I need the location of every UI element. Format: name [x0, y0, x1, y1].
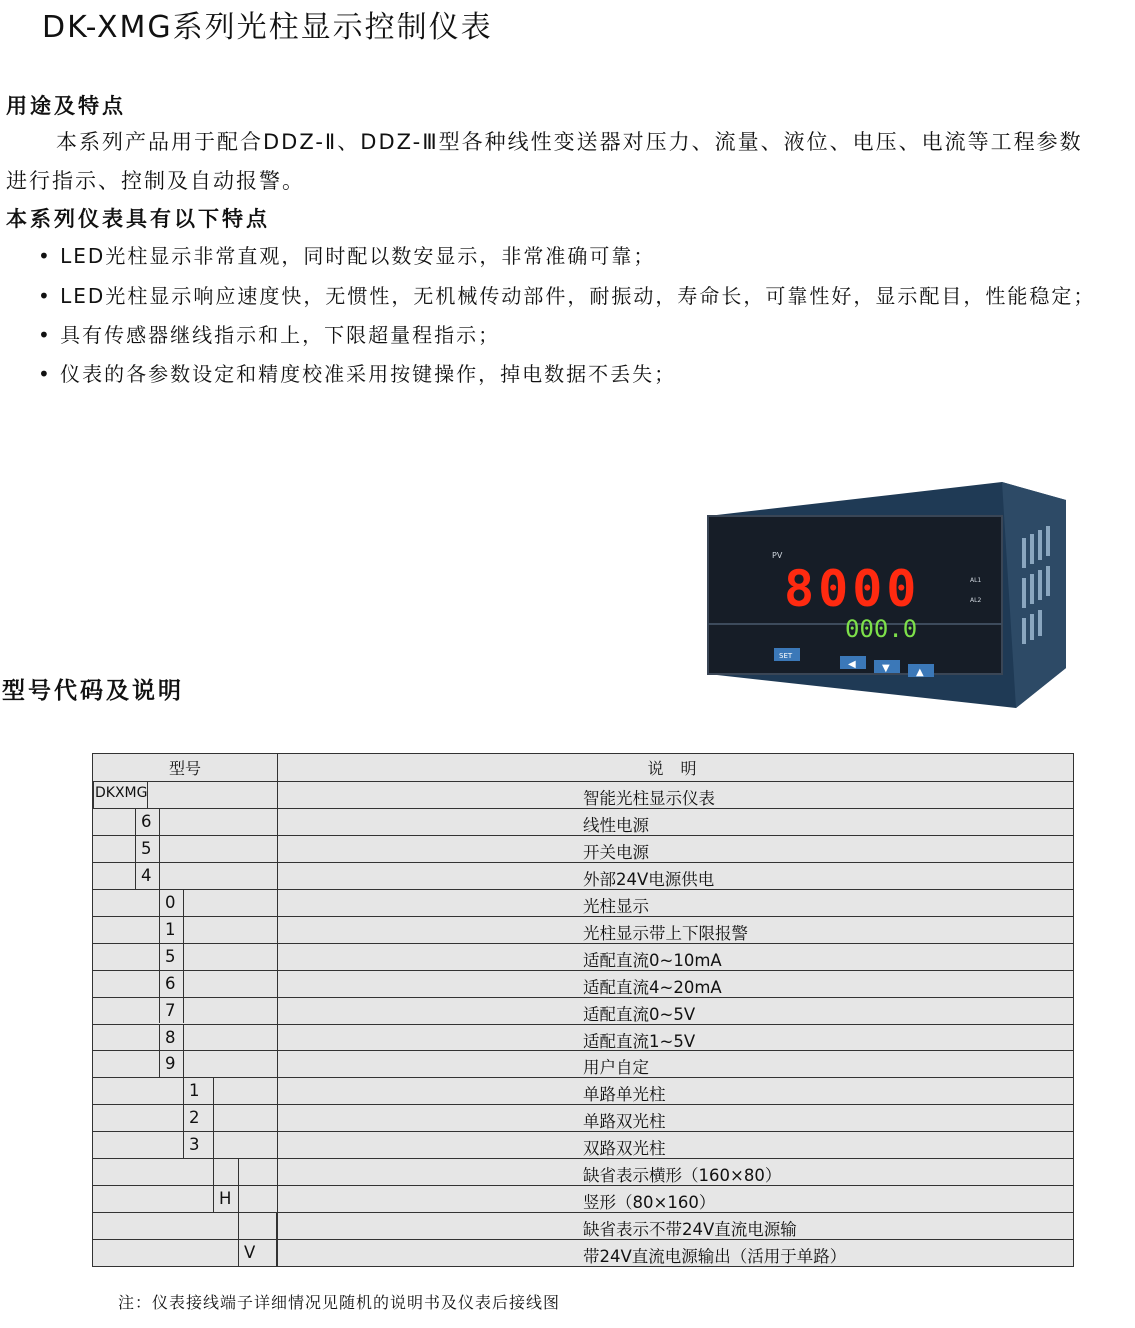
feature-item: • 仪表的各参数设定和精度校准采用按键操作，掉电数据不丢失；: [38, 362, 677, 386]
model-heading: 型号代码及说明: [2, 678, 184, 704]
model-description: 缺省表示横形（160×80）: [583, 1166, 782, 1186]
model-description: 线性电源: [583, 815, 649, 835]
model-description: 适配直流0~5V: [583, 1004, 696, 1024]
usage-text-line1: 本系列产品用于配合DDZ-Ⅱ、DDZ-Ⅲ型各种线性变送器对压力、流量、液位、电压、电流等工程参数: [56, 130, 1083, 154]
model-description: 缺省表示不带24V直流电源输: [583, 1220, 797, 1240]
model-code-cell: DKXMG: [95, 785, 148, 801]
model-code-table: [92, 753, 1074, 1267]
model-code-cell: V: [244, 1243, 256, 1263]
table-header-model: 型号: [168, 759, 201, 778]
model-description: 竖形（80×160）: [583, 1193, 716, 1213]
model-code-cell: 2: [189, 1108, 200, 1128]
pv-label: PV: [772, 551, 783, 560]
set-button-label: SET: [779, 652, 793, 660]
al1-label: AL1: [970, 577, 982, 584]
model-description: 适配直流1~5V: [583, 1031, 696, 1051]
model-description: 单路双光柱: [583, 1112, 666, 1132]
model-code-cell: 1: [165, 919, 176, 939]
model-description: 双路双光柱: [583, 1139, 666, 1159]
main-display: 8000: [784, 560, 921, 618]
page-title: DK-XMG系列光柱显示控制仪表: [42, 10, 493, 45]
model-code-cell: 7: [165, 1000, 176, 1020]
up-arrow-icon: ▲: [916, 667, 924, 678]
model-code-cell: 5: [141, 838, 152, 858]
feature-item: • 具有传感器继线指示和上，下限超量程指示；: [38, 323, 501, 347]
model-description: 外部24V电源供电: [583, 869, 715, 889]
down-arrow-icon: ▼: [882, 663, 890, 674]
model-code-cell: 5: [165, 946, 176, 966]
model-code-cell: H: [219, 1189, 232, 1209]
model-description: 智能光柱显示仪表: [583, 789, 715, 808]
instrument-photo: [702, 478, 1068, 710]
model-description: 适配直流0~10mA: [583, 950, 722, 970]
model-code-cell: 3: [189, 1135, 200, 1155]
usage-heading: 用途及特点: [6, 94, 126, 118]
feature-item: • LED光柱显示非常直观，同时配以数安显示，非常准确可靠；: [38, 244, 656, 268]
model-description: 用户自定: [583, 1058, 649, 1078]
features-heading: 本系列仪表具有以下特点: [6, 207, 270, 231]
left-arrow-icon: ◀: [848, 659, 856, 670]
feature-item: • LED光柱显示响应速度快，无惯性，无机械传动部件，耐振动，寿命长，可靠性好，显示配目，性能稳定；: [38, 284, 1096, 308]
model-code-cell: 8: [165, 1027, 176, 1047]
model-code-cell: 4: [141, 865, 152, 885]
model-description: 带24V直流电源输出（活用于单路）: [583, 1247, 847, 1267]
model-code-cell: 9: [165, 1054, 176, 1074]
model-description: 单路单光柱: [583, 1085, 666, 1105]
model-code-cell: 6: [141, 811, 152, 831]
model-description: 适配直流4~20mA: [583, 977, 722, 997]
model-description: 光柱显示: [583, 896, 649, 916]
sub-display: 000.0: [845, 615, 918, 643]
model-description: 开关电源: [583, 842, 649, 862]
al2-label: AL2: [970, 597, 982, 604]
usage-text-line2: 进行指示、控制及自动报警。: [6, 169, 305, 193]
model-description: 光柱显示带上下限报警: [583, 923, 748, 943]
model-code-cell: 1: [189, 1081, 200, 1101]
model-code-cell: 6: [165, 973, 176, 993]
model-code-cell: 0: [165, 892, 176, 912]
table-header-desc: 说 明: [647, 759, 703, 778]
footnote: 注：仪表接线端子详细情况见随机的说明书及仪表后接线图: [118, 1293, 561, 1312]
